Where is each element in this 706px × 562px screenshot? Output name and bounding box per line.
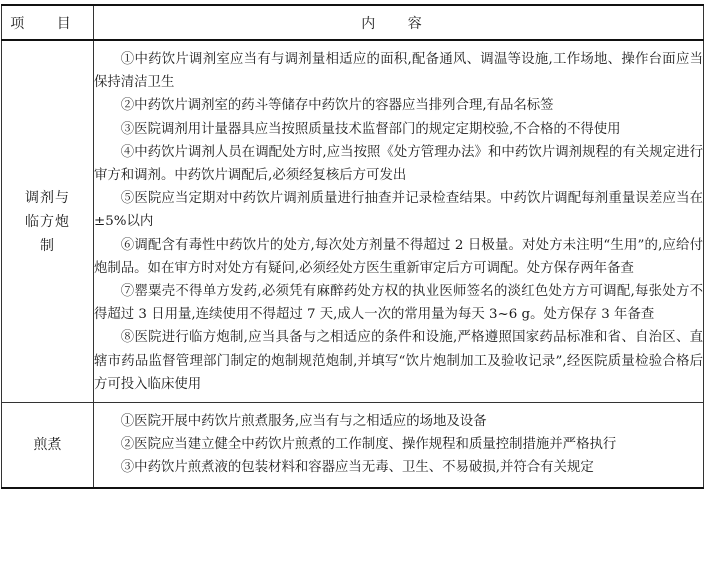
content-item: ④中药饮片调剂人员在调配处方时,应当按照《处方管理办法》和中药饮片调剂规程的有关规定进行审方和调剂。中药饮片调配后,必须经复核后方可发出 bbox=[94, 144, 703, 184]
content-cell bbox=[94, 403, 704, 488]
content-item: ②医院应当建立健全中药饮片煎煮的工作制度、操作规程和质量控制措施并严格执行 bbox=[120, 437, 617, 453]
category-label: 煎煮 bbox=[33, 436, 62, 453]
category-label: 调剂与临方炮制 bbox=[24, 189, 70, 254]
content-item: ⑦罂粟壳不得单方发药,必须凭有麻醉药处方权的执业医师签名的淡红色处方方可调配,每张处方不得超过 3 日用量,连续使用不得超过 7 天,成人一次的常用量为每天 3~6 g。处方保存 3 年备查 bbox=[94, 284, 703, 323]
content-item: ①医院开展中药饮片煎煮服务,应当有与之相适应的场地及设备 bbox=[120, 414, 487, 430]
content-item: ①中药饮片调剂室应当有与调剂量相适应的面积,配备通风、调温等设施,工作场地、操作台面应当保持清洁卫生 bbox=[94, 52, 703, 91]
content-cell bbox=[94, 40, 704, 403]
content-item: ③中药饮片煎煮液的包装材料和容器应当无毒、卫生、不易破损,并符合有关规定 bbox=[120, 460, 594, 476]
table-header-row bbox=[2, 5, 704, 40]
category-cell bbox=[2, 403, 94, 488]
header-content: 内 容 bbox=[94, 5, 704, 40]
category-cell bbox=[2, 40, 94, 403]
content-item: ⑧医院进行临方炮制,应当具备与之相适应的条件和设施,严格遵照国家药品标准和省、自治区、直辖市药品监督管理部门制定的炮制规范炮制,并填写“饮片炮制加工及验收记录”,经医院质量检验合格后方可投入临床使用 bbox=[94, 330, 703, 392]
content-item: ⑤医院应当定期对中药饮片调剂质量进行抽查并记录检查结果。中药饮片调配每剂重量误差应当在±5%以内 bbox=[94, 191, 703, 230]
content-item: ③医院调剂用计量器具应当按照质量技术监督部门的规定定期校验,不合格的不得使用 bbox=[120, 121, 621, 137]
content-item: ⑥调配含有毒性中药饮片的处方,每次处方剂量不得超过 2 日极量。对处方未注明“生用”的,应给付炮制品。如在审方时对处方有疑问,必须经处方医生重新审定后方可调配。处方保存两年备查 bbox=[94, 237, 703, 276]
table-row-decoction bbox=[2, 403, 704, 488]
table-row-dispensing bbox=[2, 40, 704, 403]
header-item: 项 目 bbox=[2, 5, 94, 40]
regulation-table bbox=[1, 4, 704, 489]
content-item: ②中药饮片调剂室的药斗等储存中药饮片的容器应当排列合理,有品名标签 bbox=[120, 98, 554, 114]
